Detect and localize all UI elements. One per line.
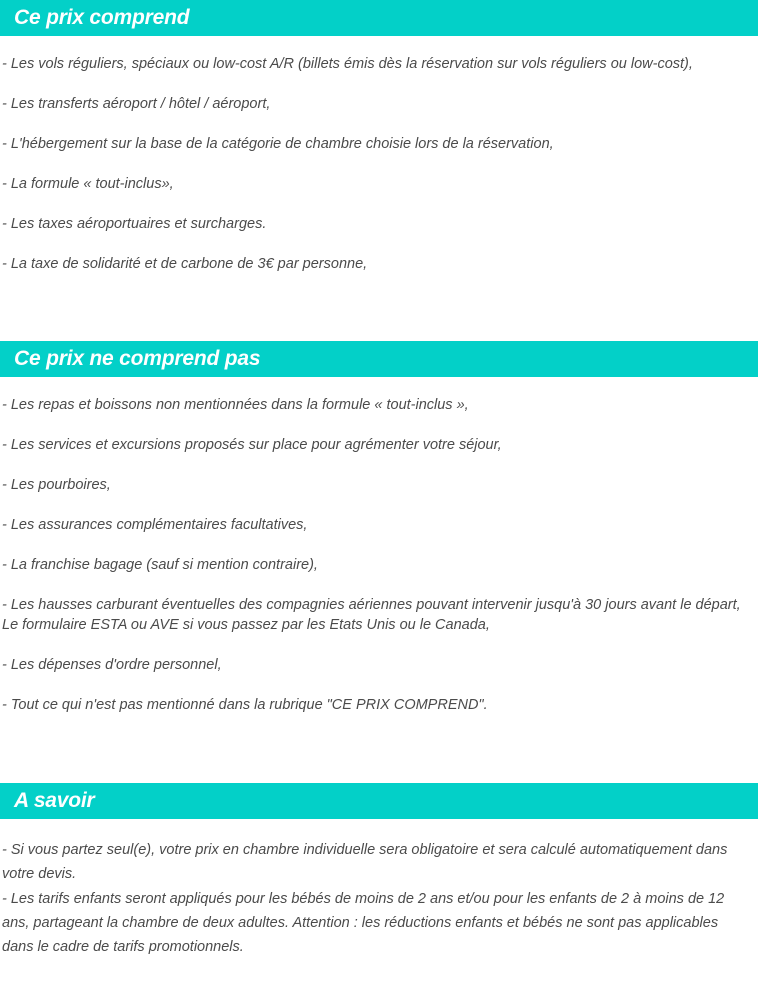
list-item: - Les transferts aéroport / hôtel / aéroport, <box>2 96 271 112</box>
section-body-price-includes <box>0 36 758 285</box>
list-item: - La franchise bagage (sauf si mention contraire), <box>2 557 318 573</box>
list-item: - Les repas et boissons non mentionnées dans la formule « tout-inclus », <box>2 397 469 413</box>
section-title: Ce prix comprend <box>14 6 190 29</box>
list-item: - La formule « tout-inclus», <box>2 176 174 192</box>
list-item: - Les assurances complémentaires facultatives, <box>2 517 308 533</box>
list-item: - Les vols réguliers, spéciaux ou low-cost A/R (billets émis dès la réservation sur vols réguliers ou low-cost), <box>2 56 693 72</box>
list-item: - Les dépenses d'ordre personnel, <box>2 657 222 673</box>
section-header-good-to-know <box>0 783 758 819</box>
section-price-excludes <box>0 341 758 725</box>
section-body-price-excludes <box>0 377 758 725</box>
section-header-price-excludes <box>0 341 758 377</box>
section-spacer <box>0 725 758 783</box>
section-title: A savoir <box>14 789 95 812</box>
list-item: - Les pourboires, <box>2 477 111 493</box>
list-item: - Les services et excursions proposés sur place pour agrémenter votre séjour, <box>2 437 502 453</box>
list-item: - Les hausses carburant éventuelles des compagnies aériennes pouvant intervenir jusqu'à 30 jours avant le départ, Le formulaire ESTA ou AVE si vous passez par les Etats Unis ou le Canada, <box>2 597 741 633</box>
section-good-to-know <box>0 783 758 960</box>
list-item: - Les taxes aéroportuaires et surcharges. <box>2 216 267 232</box>
list-item: - Si vous partez seul(e), votre prix en chambre individuelle sera obligatoire et sera calculé automatiquement dans votre devis. <box>2 842 728 882</box>
section-header-price-includes <box>0 0 758 36</box>
section-spacer <box>0 285 758 341</box>
section-title: Ce prix ne comprend pas <box>14 347 261 370</box>
list-item: - Les tarifs enfants seront appliqués pour les bébés de moins de 2 ans et/ou pour les enfants de 2 à moins de 12 ans, partageant la chambre de deux adultes. Attention : les réductions enfants et bébés ne sont pas applicables dans le cadre de tarifs promotionnels. <box>2 891 725 955</box>
list-item: - L'hébergement sur la base de la catégorie de chambre choisie lors de la réservation, <box>2 136 554 152</box>
list-item: - La taxe de solidarité et de carbone de 3€ par personne, <box>2 256 368 272</box>
list-item: - Tout ce qui n'est pas mentionné dans la rubrique "CE PRIX COMPREND". <box>2 697 488 713</box>
section-body-good-to-know <box>0 819 758 960</box>
section-price-includes <box>0 0 758 285</box>
